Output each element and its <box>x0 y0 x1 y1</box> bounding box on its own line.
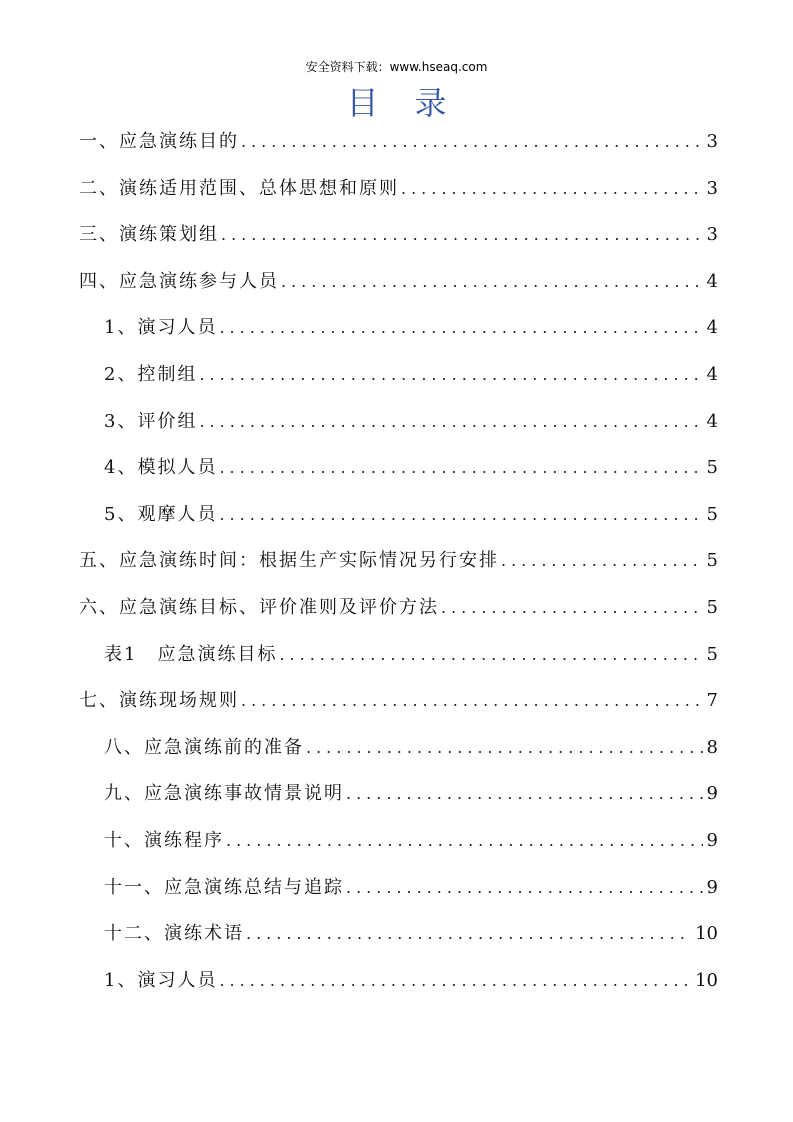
toc-entry-label: 三、演练策划组 <box>79 224 219 246</box>
toc-entry[interactable] <box>104 454 718 482</box>
toc-dot-leader <box>219 454 702 482</box>
toc-entry-label: 表1 应急演练目标 <box>104 643 278 665</box>
toc-entry[interactable] <box>104 967 718 995</box>
toc-entry-label: 3、评价组 <box>104 410 198 432</box>
toc-entry[interactable] <box>104 641 718 669</box>
toc-page-number: 4 <box>706 317 718 339</box>
toc-dot-leader <box>346 874 703 902</box>
toc-entry[interactable] <box>79 175 718 203</box>
toc-page-number: 3 <box>706 131 718 152</box>
toc-dot-leader <box>221 221 703 249</box>
toc-entry-label: 十、演练程序 <box>104 830 224 851</box>
toc-dot-leader <box>219 501 702 529</box>
toc-dot-leader <box>279 641 702 669</box>
toc-entry[interactable] <box>79 687 718 715</box>
toc-entry-label: 十二、演练术语 <box>104 923 244 945</box>
toc-entry[interactable] <box>79 221 718 249</box>
toc-page-number: 9 <box>706 830 718 851</box>
toc-entry-label: 一、应急演练目的 <box>79 131 239 152</box>
toc-entry[interactable] <box>104 734 718 762</box>
toc-entry-label: 四、应急演练参与人员 <box>79 270 279 292</box>
toc-entry-label: 二、演练适用范围、总体思想和原则 <box>79 177 399 199</box>
toc-entry[interactable] <box>79 547 718 575</box>
toc-entry[interactable] <box>104 920 718 948</box>
toc-dot-leader <box>199 361 702 389</box>
toc-entry[interactable] <box>104 408 718 436</box>
toc-entry-label: 5、观摩人员 <box>104 503 218 525</box>
toc-entry-label: 八、应急演练前的准备 <box>104 736 304 758</box>
toc-dot-leader <box>346 780 703 808</box>
toc-entry[interactable] <box>104 501 718 529</box>
toc-dot-leader <box>241 128 703 156</box>
toc-entry[interactable] <box>104 314 718 342</box>
toc-entry-label: 2、控制组 <box>104 364 198 385</box>
toc-dot-leader <box>219 314 702 342</box>
toc-page-number: 5 <box>706 457 718 479</box>
toc-entry-label: 七、演练现场规则 <box>79 690 239 712</box>
toc-dot-leader <box>226 827 703 855</box>
toc-dot-leader <box>219 967 691 995</box>
toc-dot-leader <box>306 734 703 762</box>
toc-dot-leader <box>401 175 703 203</box>
toc-entry-label: 五、应急演练时间：根据生产实际情况另行安排 <box>79 550 499 572</box>
toc-page-number: 4 <box>706 364 718 385</box>
toc-entry[interactable] <box>79 268 718 296</box>
toc-page-number: 3 <box>706 224 718 246</box>
toc-entry-label: 六、应急演练目标、评价准则及评价方法 <box>79 597 439 618</box>
toc-entry-label: 1、演习人员 <box>104 969 218 991</box>
toc-entry-label: 1、演习人员 <box>104 317 218 339</box>
toc-page-number: 10 <box>695 969 718 991</box>
toc-dot-leader <box>246 920 691 948</box>
toc-page-number: 4 <box>706 270 718 292</box>
toc-entry[interactable] <box>104 361 718 389</box>
toc-page-number: 5 <box>706 503 718 525</box>
toc-dot-leader <box>501 547 703 575</box>
toc-page-number: 5 <box>706 597 718 618</box>
toc-entry[interactable] <box>79 128 718 156</box>
toc-dot-leader <box>441 594 703 622</box>
page-title: 目录 <box>346 84 483 122</box>
toc-page-number: 5 <box>706 643 718 665</box>
toc-entry-label: 九、应急演练事故情景说明 <box>104 783 344 805</box>
toc-page-number: 4 <box>706 410 718 432</box>
toc-page-number: 10 <box>695 923 718 945</box>
toc-page-number: 8 <box>706 736 718 758</box>
toc-dot-leader <box>241 687 703 715</box>
toc-page-number: 5 <box>706 550 718 572</box>
toc-entry[interactable] <box>104 780 718 808</box>
toc-entry-label: 十一、应急演练总结与追踪 <box>104 876 344 898</box>
toc-entry[interactable] <box>104 874 718 902</box>
site-header: 安全资料下载：www.hseaq.com <box>305 60 488 74</box>
toc-dot-leader <box>199 408 702 436</box>
toc-page-number: 7 <box>706 690 718 712</box>
toc-entry[interactable] <box>104 827 718 855</box>
toc-entry[interactable] <box>79 594 718 622</box>
toc-page-number: 3 <box>706 177 718 199</box>
toc-dot-leader <box>281 268 703 296</box>
toc-entry-label: 4、模拟人员 <box>104 457 218 479</box>
toc-page-number: 9 <box>706 783 718 805</box>
toc-page-number: 9 <box>706 876 718 898</box>
